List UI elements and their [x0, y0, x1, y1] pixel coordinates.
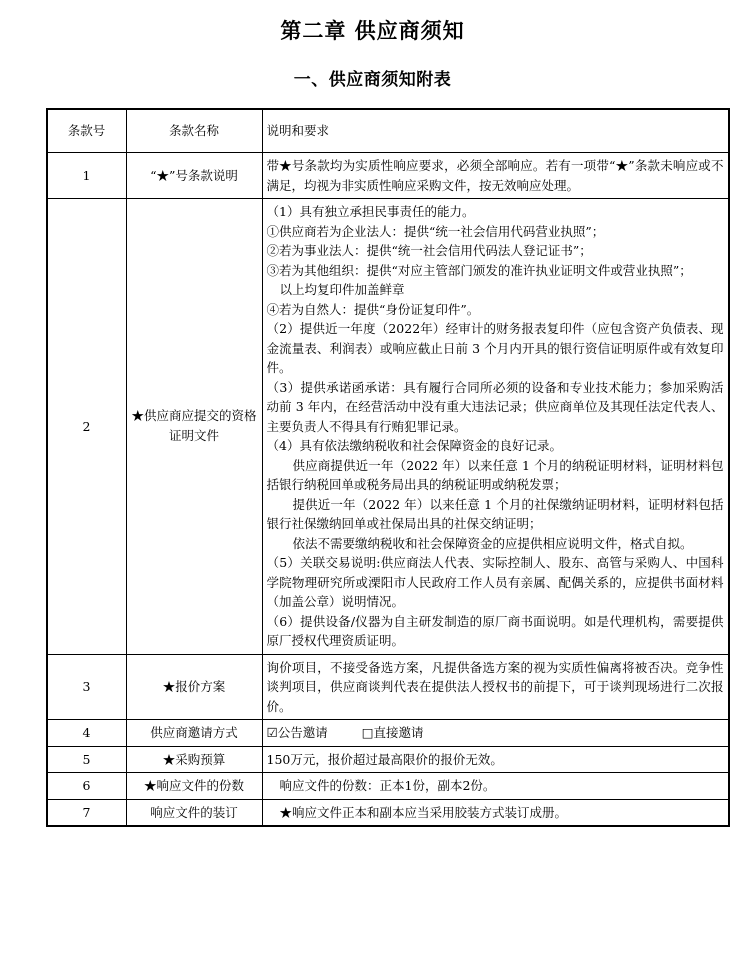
desc-paragraph: （4）具有依法缴纳税收和社会保障资金的良好记录。 [266, 438, 562, 453]
desc-paragraph: （5）关联交易说明:供应商法人代表、实际控制人、股东、高管与采购人、中国科学院物理研究所或溧阳市人民政府工作人员有亲属、配偶关系的，应提供书面材料（加盖公章）说明情况。 [266, 555, 724, 609]
cell-clause-no: 3 [47, 654, 127, 720]
cell-clause-name: ★响应文件的份数 [126, 773, 262, 800]
desc-paragraph: ①供应商若为企业法人：提供“统一社会信用代码营业执照”； [266, 223, 605, 239]
table-row [47, 799, 729, 826]
checkbox-direct-invitation[interactable] [362, 725, 424, 740]
cell-description [262, 153, 729, 199]
section-title: 一、供应商须知附表 [293, 70, 452, 90]
document-page [0, 16, 745, 955]
checkbox-label-direct-invitation: 直接邀请 [373, 725, 424, 740]
desc-paragraph: 依法不需要缴纳税收和社会保障资金的应提供相应说明文件，格式自拟。 [292, 535, 693, 551]
cell-description [262, 799, 729, 826]
cell-clause-name [126, 199, 262, 655]
chapter-title: 第二章 供应商须知 [280, 18, 465, 43]
desc-paragraph: ④若为自然人：提供“身份证复印件”。 [266, 301, 480, 317]
checkbox-unchecked-icon: □ [361, 725, 374, 740]
table-row [47, 773, 729, 800]
table-row [47, 199, 729, 655]
desc-paragraph: 提供近一年（2022 年）以来任意 1 个月的社保缴纳证明材料，证明材料包括银行社保缴纳回单或社保局出具的社保交纳证明； [266, 496, 724, 531]
cell-clause-name: “★”号条款说明 [126, 153, 262, 199]
desc-paragraph: 带★号条款均为实质性响应要求，必须全部响应。若有一项带“★”条款未响应或不满足，均视为非实质性响应采购文件，按无效响应处理。 [266, 158, 724, 193]
cell-description [262, 720, 729, 747]
table-body [47, 153, 729, 827]
table-row [47, 720, 729, 747]
cell-clause-no: 6 [47, 773, 127, 800]
cell-clause-name: 供应商邀请方式 [126, 720, 262, 747]
checkbox-public-invitation[interactable] [267, 725, 328, 740]
checkbox-checked-icon: ☑ [266, 725, 278, 740]
desc-paragraph: 询价项目，不接受备选方案，凡提供备选方案的视为实质性偏离将被否决。竞争性谈判项目，供应商谈判代表在提供法人授权书的前提下，可于谈判现场进行二次报价。 [266, 659, 724, 714]
table-header [47, 109, 729, 153]
cell-clause-no: 7 [47, 799, 127, 826]
cell-clause-name: 响应文件的装订 [126, 799, 262, 826]
desc-paragraph: 以上均复印件加盖鲜章 [279, 282, 405, 297]
cell-description [262, 773, 729, 800]
cell-clause-no: 5 [47, 746, 127, 773]
clause-name-text: ★供应商应提交的资格证明文件 [131, 408, 257, 444]
desc-paragraph: 供应商提供近一年（2022 年）以来任意 1 个月的纳税证明材料，证明材料包括银行纳税回单或税务局出具的纳税证明或纳税发票； [266, 457, 724, 492]
desc-paragraph: （3）提供承诺函承诺：具有履行合同所必须的设备和专业技术能力；参加采购活动前 3 年内，在经营活动中没有重大违法记录；供应商单位及其现任法定代表人、主要负责人不得具有行贿犯罪记录。 [266, 379, 724, 434]
cell-description [262, 654, 729, 720]
cell-clause-no: 4 [47, 720, 127, 747]
cell-clause-no: 2 [47, 199, 127, 655]
cell-clause-name: ★报价方案 [126, 654, 262, 720]
invitation-method-options [267, 723, 724, 743]
desc-paragraph: ③若为其他组织：提供“对应主管部门颁发的准许执业证明文件或营业执照”； [266, 262, 692, 278]
table-header-row [47, 109, 729, 153]
cell-description [262, 746, 729, 773]
desc-paragraph: ★响应文件正本和副本应当采用胶装方式装订成册。 [279, 804, 568, 820]
cell-clause-name: ★采购预算 [126, 746, 262, 773]
desc-paragraph: 150万元，报价超过最高限价的报价无效。 [266, 751, 503, 767]
desc-paragraph: （1）具有独立承担民事责任的能力。 [266, 204, 475, 219]
table-row [47, 153, 729, 199]
cell-clause-no: 1 [47, 153, 127, 199]
checkbox-label-public-invitation: 公告邀请 [277, 725, 328, 740]
header-clause-name: 条款名称 [126, 109, 262, 153]
desc-paragraph: 响应文件的份数：正本1份，副本2份。 [279, 778, 496, 793]
supplier-instructions-table [46, 108, 730, 827]
cell-description [262, 199, 729, 655]
table-row [47, 654, 729, 720]
header-clause-no: 条款号 [47, 109, 127, 153]
desc-paragraph: （2）提供近一年度（2022年）经审计的财务报表复印件（应包含资产负债表、现金流量表、利润表）或响应截止日前 3 个月内开具的银行资信证明原件或有效复印件。 [266, 321, 724, 375]
supplier-instructions-table-wrap [46, 108, 724, 827]
desc-paragraph: ②若为事业法人：提供“统一社会信用代码法人登记证书”； [266, 243, 592, 258]
desc-paragraph: （6）提供设备/仪器为自主研发制造的原厂商书面说明。如是代理机构，需要提供原厂授权代理资质证明。 [266, 613, 724, 648]
header-description: 说明和要求 [262, 109, 729, 153]
table-row [47, 746, 729, 773]
